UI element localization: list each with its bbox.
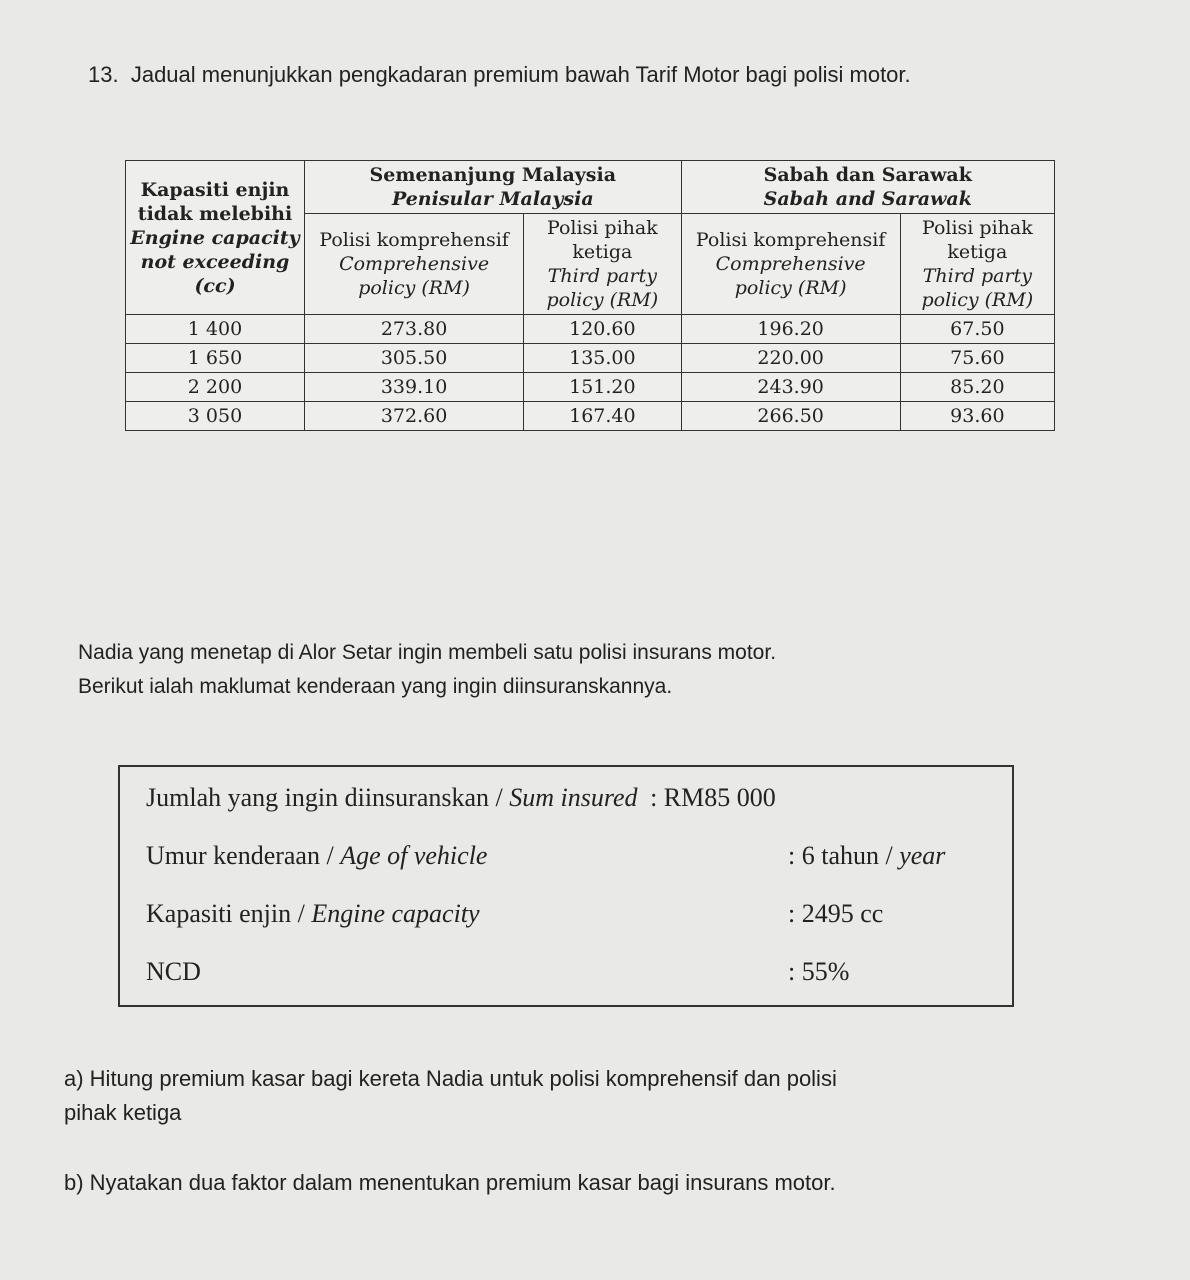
info-sum-insured: Jumlah yang ingin diinsuranskan / Sum insured : RM85 000 (146, 783, 776, 812)
table-cell: 120.60 (524, 315, 681, 344)
info-ncd: NCD : 55% (146, 957, 850, 986)
table-cell: 266.50 (681, 402, 900, 431)
part-b: b) Nyatakan dua faktor dalam menentukan premium kasar bagi insurans motor. (64, 1170, 836, 1195)
table-cell: 196.20 (681, 315, 900, 344)
table-cell: 243.90 (681, 373, 900, 402)
table-cell: 167.40 (524, 402, 681, 431)
paragraph: Nadia yang menetap di Alor Setar ingin membeli satu polisi insurans motor. Berikut ialah maklumat kenderaan yang ingin diinsuranskannya. (78, 641, 777, 698)
table-row (126, 344, 1055, 373)
table-cell: 135.00 (524, 344, 681, 373)
table-cell: 372.60 (305, 402, 524, 431)
table-row (126, 373, 1055, 402)
header-peninsular: Semenanjung Malaysia Penisular Malaysia (305, 161, 682, 214)
table-cell: 339.10 (305, 373, 524, 402)
premium-table (125, 160, 1055, 431)
table-cell: 151.20 (524, 373, 681, 402)
info-age: Umur kenderaan / Age of vehicle : 6 tahun / year (146, 841, 946, 870)
table-cell: 75.60 (900, 344, 1054, 373)
table-cell: 85.20 (900, 373, 1054, 402)
table-cell: 305.50 (305, 344, 524, 373)
vehicle-info-box (118, 765, 1014, 1007)
header-comp: Polisi komprehensif Comprehensive policy (RM) (305, 214, 524, 315)
table-cell: 1 400 (126, 315, 305, 344)
header-comp: Polisi komprehensif Comprehensive policy (RM) (681, 214, 900, 315)
header-capacity: Kapasiti enjin tidak melebihi Engine capacity not exceeding (cc) (126, 161, 305, 315)
header-sabah-sarawak: Sabah dan Sarawak Sabah and Sarawak (681, 161, 1054, 214)
table-cell: 273.80 (305, 315, 524, 344)
table-cell: 3 050 (126, 402, 305, 431)
part-a: a) Hitung premium kasar bagi kereta Nadia untuk polisi komprehensif dan polisi pihak ketiga (64, 1066, 837, 1125)
table-cell: 220.00 (681, 344, 900, 373)
table-cell: 67.50 (900, 315, 1054, 344)
table-row (126, 315, 1055, 344)
info-engine: Kapasiti enjin / Engine capacity : 2495 cc (146, 899, 884, 928)
question-text: 13. Jadual menunjukkan pengkadaran premium bawah Tarif Motor bagi polisi motor. (88, 62, 911, 87)
table-cell: 2 200 (126, 373, 305, 402)
table-row (126, 402, 1055, 431)
header-third: Polisi pihak ketiga Third party policy (RM) (900, 214, 1054, 315)
header-third: Polisi pihak ketiga Third party policy (RM) (524, 214, 681, 315)
table-cell: 1 650 (126, 344, 305, 373)
table-cell: 93.60 (900, 402, 1054, 431)
